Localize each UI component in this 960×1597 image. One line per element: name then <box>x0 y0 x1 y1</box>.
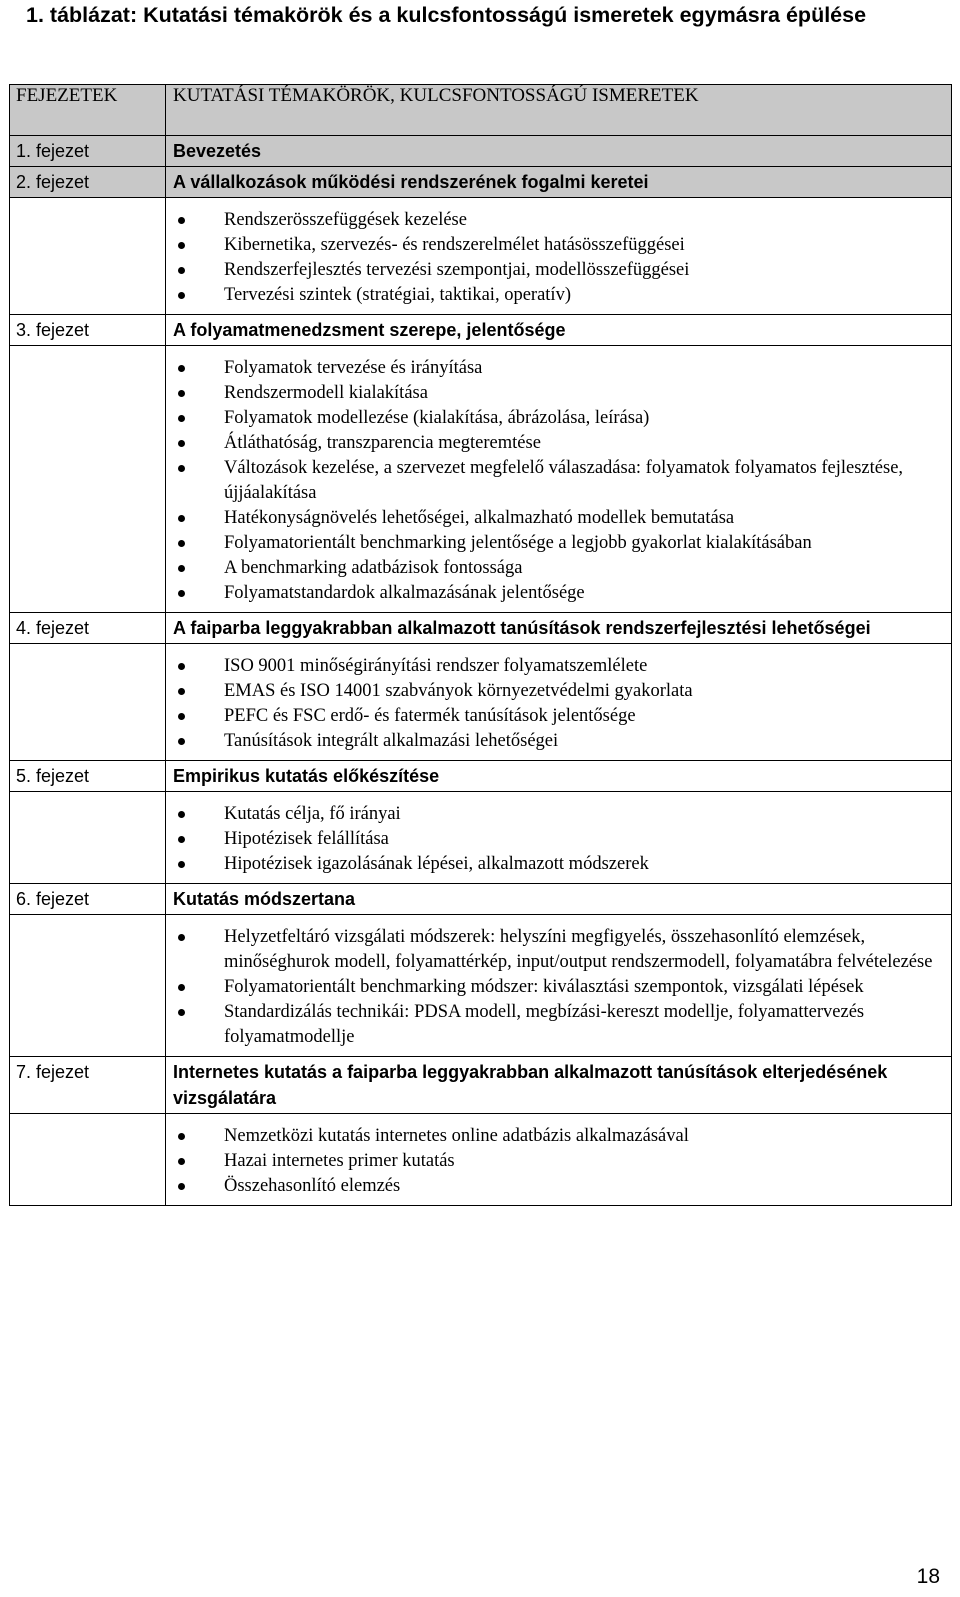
topic-text: Standardizálás technikái: PDSA modell, megbízási-kereszt modellje, folyamattervezés folyamatmodellje <box>224 1002 865 1047</box>
topic-list-item <box>178 258 945 283</box>
topic-text: Kutatás célja, fő irányai <box>224 804 401 824</box>
topic-text: ISO 9001 minőségirányítási rendszer folyamatszemlélete <box>224 656 648 676</box>
topic-list-item <box>178 925 945 975</box>
topic-list <box>166 346 951 612</box>
bullet-icon <box>178 565 185 572</box>
topic-list-item <box>178 1000 945 1050</box>
topic-text: Folyamatok tervezése és irányítása <box>224 358 483 378</box>
topic-list-item <box>178 283 945 308</box>
topic-text: Kibernetika, szervezés- és rendszerelmélet hatásösszefüggései <box>224 235 685 255</box>
chapter-topics-row <box>10 644 952 761</box>
topic-list-item <box>178 679 945 704</box>
chapter-row <box>10 884 952 915</box>
chapter-row <box>10 761 952 792</box>
bullet-icon <box>178 415 185 422</box>
topic-text: Átláthatóság, transzparencia megteremtése <box>224 433 541 453</box>
page-number: 18 <box>916 1565 940 1588</box>
topic-list-item <box>178 208 945 233</box>
chapter-topics-row <box>10 1114 952 1206</box>
topics-cell <box>166 792 952 884</box>
topic-list-item <box>178 654 945 679</box>
chapter-title: A folyamatmenedzsment szerepe, jelentősége <box>166 315 952 346</box>
chapter-number: 3. fejezet <box>10 315 166 346</box>
chapter-number: 2. fejezet <box>10 167 166 198</box>
topic-list-item <box>178 802 945 827</box>
bullet-icon <box>178 515 185 522</box>
topic-list-item <box>178 1174 945 1199</box>
topic-list-item <box>178 356 945 381</box>
bullet-icon <box>178 465 185 472</box>
topic-text: Helyzetfeltáró vizsgálati módszerek: helyszíni megfigyelés, összehasonlító elemzések, minőséghurok modell, folyamattérkép, input/output rendszermodell, folyamatábra felvételezése <box>224 927 933 972</box>
topics-cell <box>166 346 952 613</box>
topic-text: Összehasonlító elemzés <box>224 1176 401 1196</box>
topic-list <box>166 915 951 1056</box>
topic-text: Rendszermodell kialakítása <box>224 383 428 403</box>
topic-text: Folyamatok modellezése (kialakítása, ábrázolása, leírása) <box>224 408 650 428</box>
topic-text: Rendszerfejlesztés tervezési szempontjai, modellösszefüggései <box>224 260 690 280</box>
bullet-icon <box>178 1133 185 1140</box>
chapter-topics-row <box>10 198 952 315</box>
empty-cell <box>10 346 166 613</box>
topic-text: Nemzetközi kutatás internetes online adatbázis alkalmazásával <box>224 1126 689 1146</box>
chapter-title: Bevezetés <box>166 136 952 167</box>
topic-text: Hatékonyságnövelés lehetőségei, alkalmazható modellek bemutatása <box>224 508 735 528</box>
bullet-icon <box>178 292 185 299</box>
topics-cell <box>166 198 952 315</box>
chapter-number: 4. fejezet <box>10 613 166 644</box>
chapter-topics-row <box>10 915 952 1057</box>
research-topics-table <box>9 84 952 1206</box>
topic-list-item <box>178 531 945 556</box>
bullet-icon <box>178 267 185 274</box>
empty-cell <box>10 198 166 315</box>
bullet-icon <box>178 440 185 447</box>
chapter-number: 7. fejezet <box>10 1057 166 1114</box>
bullet-icon <box>178 811 185 818</box>
topic-text: A benchmarking adatbázisok fontossága <box>224 558 523 578</box>
topic-text: Hazai internetes primer kutatás <box>224 1151 455 1171</box>
topic-list-item <box>178 852 945 877</box>
chapter-number: 5. fejezet <box>10 761 166 792</box>
topic-text: Folyamatorientált benchmarking jelentősége a legjobb gyakorlat kialakításában <box>224 533 812 553</box>
page-title: 1. táblázat: Kutatási témakörök és a kulcsfontosságú ismeretek egymásra épülése <box>26 3 867 27</box>
bullet-icon <box>178 984 185 991</box>
topic-list <box>166 792 951 883</box>
chapter-title: A faiparba leggyakrabban alkalmazott tanúsítások rendszerfejlesztési lehetőségei <box>166 613 952 644</box>
bullet-icon <box>178 1158 185 1165</box>
bullet-icon <box>178 590 185 597</box>
topic-text: Folyamatorientált benchmarking módszer: kiválasztási szempontok, vizsgálati lépések <box>224 977 864 997</box>
bullet-icon <box>178 1009 185 1016</box>
topic-list-item <box>178 456 945 506</box>
topic-list-item <box>178 506 945 531</box>
bullet-icon <box>178 663 185 670</box>
bullet-icon <box>178 836 185 843</box>
chapter-number: 6. fejezet <box>10 884 166 915</box>
topic-text: Tervezési szintek (stratégiai, taktikai, operatív) <box>224 285 571 305</box>
chapter-number: 1. fejezet <box>10 136 166 167</box>
empty-cell <box>10 792 166 884</box>
topic-list <box>166 1114 951 1205</box>
topic-text: Rendszerösszefüggések kezelése <box>224 210 467 230</box>
topics-cell <box>166 915 952 1057</box>
chapter-topics-row <box>10 346 952 613</box>
chapter-topics-row <box>10 792 952 884</box>
topic-list-item <box>178 381 945 406</box>
topic-list-item <box>178 581 945 606</box>
topics-cell <box>166 644 952 761</box>
chapter-title: Internetes kutatás a faiparba leggyakrabban alkalmazott tanúsítások elterjedésének vizsgálatára <box>166 1057 952 1114</box>
chapter-row <box>10 315 952 346</box>
topic-list-item <box>178 406 945 431</box>
bullet-icon <box>178 1183 185 1190</box>
topic-list-item <box>178 233 945 258</box>
topic-text: Folyamatstandardok alkalmazásának jelentősége <box>224 583 585 603</box>
bullet-icon <box>178 217 185 224</box>
topic-list-item <box>178 1124 945 1149</box>
chapter-row <box>10 1057 952 1114</box>
bullet-icon <box>178 688 185 695</box>
chapter-title: Empirikus kutatás előkészítése <box>166 761 952 792</box>
chapter-title: A vállalkozások működési rendszerének fogalmi keretei <box>166 167 952 198</box>
topic-list-item <box>178 1149 945 1174</box>
chapter-row <box>10 613 952 644</box>
bullet-icon <box>178 242 185 249</box>
topic-text: PEFC és FSC erdő- és fatermék tanúsítások jelentősége <box>224 706 636 726</box>
topic-list-item <box>178 704 945 729</box>
topic-text: EMAS és ISO 14001 szabványok környezetvédelmi gyakorlata <box>224 681 693 701</box>
chapter-row <box>10 136 952 167</box>
topic-list <box>166 644 951 760</box>
topic-text: Tanúsítások integrált alkalmazási lehetőségei <box>224 731 559 751</box>
chapter-title: Kutatás módszertana <box>166 884 952 915</box>
empty-cell <box>10 1114 166 1206</box>
chapter-row <box>10 167 952 198</box>
header-topics: KUTATÁSI TÉMAKÖRÖK, KULCSFONTOSSÁGÚ ISMERETEK <box>166 85 952 136</box>
topic-text: Hipotézisek igazolásának lépései, alkalmazott módszerek <box>224 854 649 874</box>
bullet-icon <box>178 365 185 372</box>
empty-cell <box>10 644 166 761</box>
header-chapters: FEJEZETEK <box>10 85 166 136</box>
empty-cell <box>10 915 166 1057</box>
topic-list-item <box>178 827 945 852</box>
bullet-icon <box>178 540 185 547</box>
topic-list-item <box>178 975 945 1000</box>
topic-list-item <box>178 556 945 581</box>
topic-list-item <box>178 729 945 754</box>
bullet-icon <box>178 390 185 397</box>
topic-list <box>166 198 951 314</box>
bullet-icon <box>178 861 185 868</box>
topics-cell <box>166 1114 952 1206</box>
table-header-row <box>10 85 952 136</box>
topic-text: Hipotézisek felállítása <box>224 829 389 849</box>
bullet-icon <box>178 934 185 941</box>
topic-list-item <box>178 431 945 456</box>
bullet-icon <box>178 713 185 720</box>
topic-text: Változások kezelése, a szervezet megfelelő válaszadása: folyamatok folyamatos fejlesztése, újjáalakítása <box>224 458 904 503</box>
bullet-icon <box>178 738 185 745</box>
